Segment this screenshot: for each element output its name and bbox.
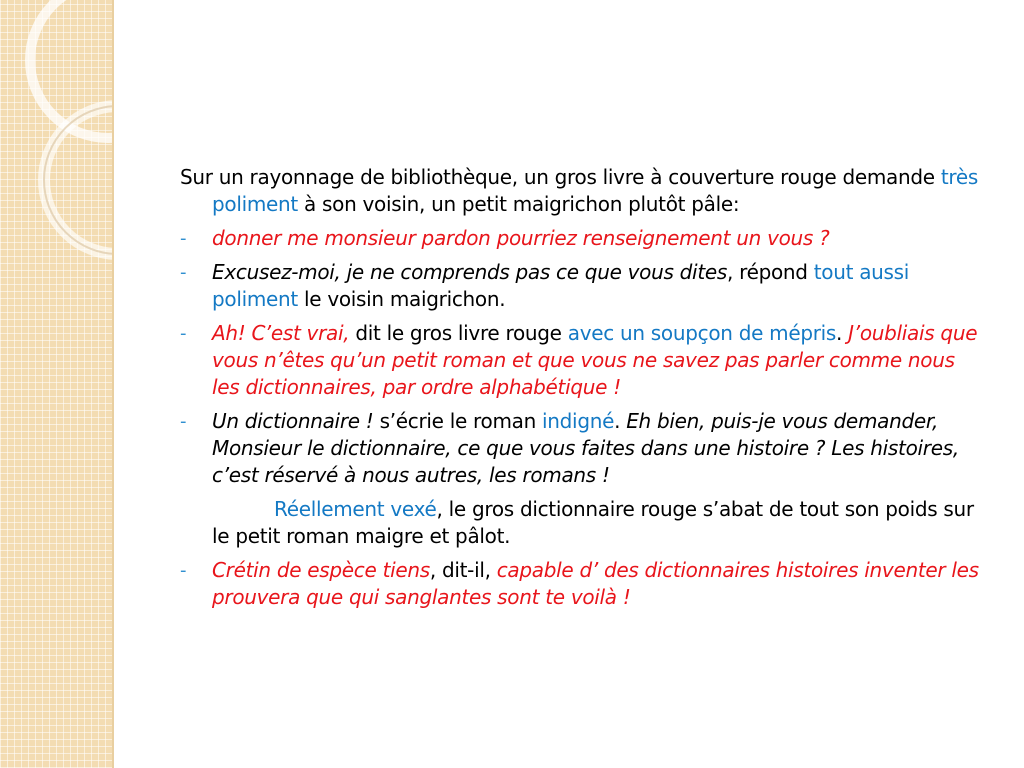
intro-text-2: à son voisin, un petit maigrichon plutôt pâle: <box>297 192 740 216</box>
narrative-normal: , le gros dictionnaire rouge s’abat de tout son poids sur le petit roman maigre et pâlot. <box>212 497 974 548</box>
dialogue-item-3 <box>180 320 988 401</box>
item3-normal: dit le gros livre rouge <box>349 321 568 345</box>
item3-period: . <box>836 321 843 345</box>
item3-red-1: Ah! C’est vrai, <box>212 321 350 345</box>
item5-red-2: capable d’ des dictionnaires histoires inventer les prouvera que qui sanglantes sont te voilà ! <box>212 558 979 609</box>
item3-red-2: J’oubliais que vous n’êtes qu’un petit roman et que vous ne savez pas parler comme nous les dictionnaires, par ordre alphabétique ! <box>212 321 978 399</box>
dialogue-item-5 <box>180 557 988 611</box>
intro-blue-phrase: très poliment <box>212 165 978 216</box>
item2-end: le voisin maigrichon. <box>297 287 506 311</box>
item4-blue: indigné <box>542 409 615 433</box>
bullet-dash: - <box>180 228 187 249</box>
dialogue-item-1 <box>180 225 988 252</box>
panel-edge-line <box>112 0 114 768</box>
intro-text-1: Sur un rayonnage de bibliothèque, un gros livre à couverture rouge demande <box>180 165 941 189</box>
dialogue-item-2 <box>180 259 988 313</box>
item4-normal: s’écrie le roman <box>373 409 543 433</box>
item3-blue: avec un soupçon de mépris <box>567 321 837 345</box>
item5-normal: , dit-il, <box>429 558 491 582</box>
item4-italic-1: Un dictionnaire ! <box>212 409 374 433</box>
scrambled-question: donner me monsieur pardon pourriez renseignement un vous ? <box>212 226 830 250</box>
bullet-dash: - <box>180 411 187 432</box>
item2-blue: tout aussi poliment <box>212 260 910 311</box>
item4-period: . <box>614 409 621 433</box>
bullet-dash: - <box>180 560 187 581</box>
dialogue-item-4 <box>180 408 988 489</box>
bullet-dash: - <box>180 323 187 344</box>
slide-text-body <box>180 164 988 618</box>
item4-italic-2: Eh bien, puis-je vous demander, Monsieur le dictionnaire, ce que vous faites dans une histoire ? Les histoires, c’est réservé à nous autres, les romans ! <box>212 409 959 487</box>
narrative-paragraph <box>180 496 988 550</box>
item2-italic: Excusez-moi, je ne comprends pas ce que vous dites <box>212 260 727 284</box>
bullet-dash: - <box>180 262 187 283</box>
narrative-blue: Réellement vexé <box>274 497 437 521</box>
decorative-rings-graphic <box>0 0 114 768</box>
item2-normal: , répond <box>726 260 814 284</box>
item5-red-1: Crétin de espèce tiens <box>212 558 430 582</box>
decorative-side-panel <box>0 0 114 768</box>
intro-paragraph <box>180 164 988 218</box>
